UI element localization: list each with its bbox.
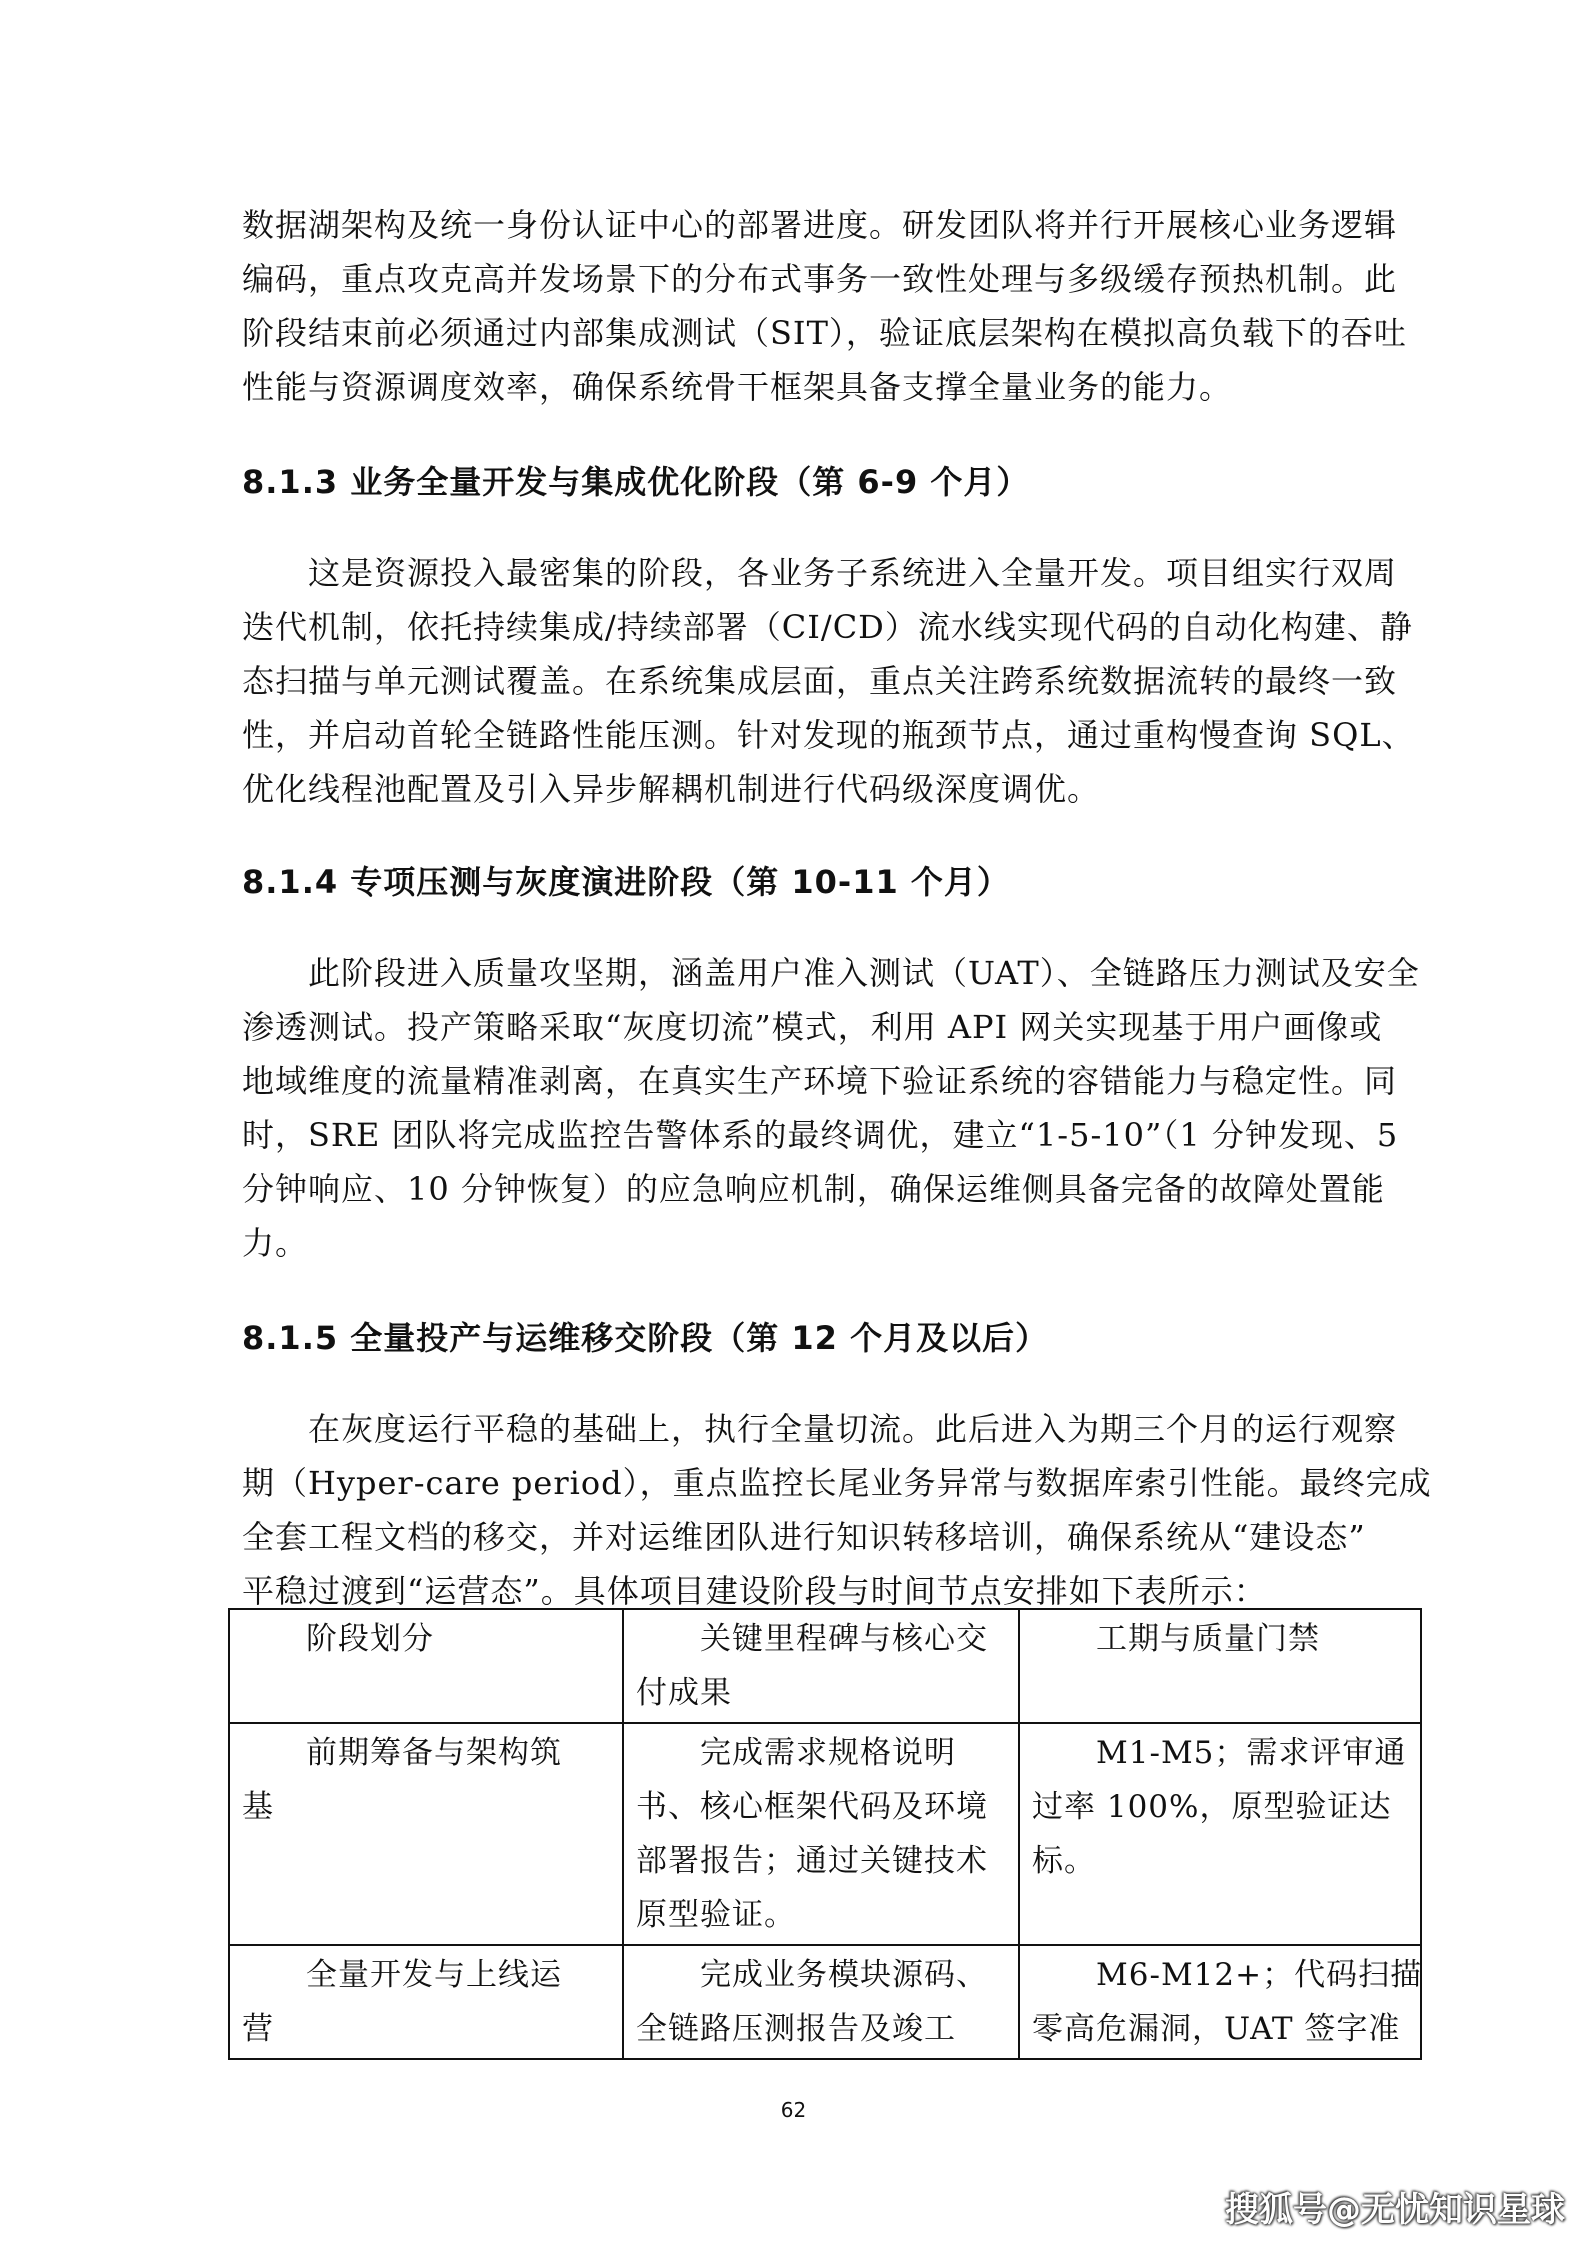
cell-duration <box>1019 1723 1421 1945</box>
cell-line: 工期与质量门禁 <box>1032 1621 1320 1657</box>
section-heading-8-1-3: 8.1.3 业务全量开发与集成优化阶段（第 6-9 个月） <box>242 463 1030 501</box>
cell-line: 完成需求规格说明 <box>636 1735 956 1771</box>
section-8-1-4-paragraph <box>242 946 1420 1270</box>
cell-line: 原型验证。 <box>636 1897 796 1933</box>
cell-line: 付成果 <box>636 1675 732 1711</box>
cell-milestone <box>623 1945 1019 2059</box>
cell-line: 部署报告；通过关键技术 <box>636 1843 988 1879</box>
section-8-1-5-paragraph <box>242 1402 1432 1618</box>
text-line: 地域维度的流量精准剥离，在真实生产环境下验证系统的容错能力与稳定性。同 <box>242 1062 1398 1100</box>
intro-paragraph <box>242 198 1407 414</box>
cell-line: 基 <box>242 1789 274 1825</box>
cell-duration <box>1019 1945 1421 2059</box>
cell-line: M6-M12+；代码扫描 <box>1032 1957 1423 1993</box>
text-line: 迭代机制，依托持续集成/持续部署（CI/CD）流水线实现代码的自动化构建、静 <box>242 608 1413 646</box>
header-cell-milestone <box>623 1609 1019 1723</box>
text-line: 分钟响应、10 分钟恢复）的应急响应机制，确保运维侧具备完备的故障处置能 <box>242 1170 1385 1208</box>
cell-line: 营 <box>242 2011 274 2047</box>
section-heading-8-1-5: 8.1.5 全量投产与运维移交阶段（第 12 个月及以后） <box>242 1319 1049 1357</box>
table-header-row <box>229 1609 1421 1723</box>
text-line: 渗透测试。投产策略采取“灰度切流”模式，利用 API 网关实现基于用户画像或 <box>242 1008 1383 1046</box>
table-row <box>229 1723 1421 1945</box>
text-line: 时，SRE 团队将完成监控告警体系的最终调优，建立“1-5-10”（1 分钟发现、5 <box>242 1116 1399 1154</box>
text-line: 性，并启动首轮全链路性能压测。针对发现的瓶颈节点，通过重构慢查询 SQL、 <box>242 716 1415 754</box>
watermark-text: 搜狐号@无忧知识星球 <box>1225 2190 1565 2230</box>
cell-line: 过率 100%，原型验证达 <box>1032 1789 1392 1825</box>
cell-line: 完成业务模块源码、 <box>636 1957 988 1993</box>
text-line: 在灰度运行平稳的基础上，执行全量切流。此后进入为期三个月的运行观察 <box>242 1410 1398 1448</box>
text-line: 平稳过渡到“运营态”。具体项目建设阶段与时间节点安排如下表所示： <box>242 1572 1267 1610</box>
cell-line: 零高危漏洞，UAT 签字准 <box>1032 2011 1401 2047</box>
text-line: 全套工程文档的移交，并对运维团队进行知识转移培训，确保系统从“建设态” <box>242 1518 1366 1556</box>
text-line: 此阶段进入质量攻坚期，涵盖用户准入测试（UAT）、全链路压力测试及安全 <box>242 954 1420 992</box>
header-cell-stage <box>229 1609 623 1723</box>
page-number: 62 <box>780 2098 807 2122</box>
cell-stage <box>229 1945 623 2059</box>
section-8-1-3-paragraph <box>242 546 1415 816</box>
cell-line: 全量开发与上线运 <box>242 1957 562 1993</box>
table-row <box>229 1945 1421 2059</box>
text-line: 力。 <box>242 1224 309 1262</box>
schedule-table <box>228 1608 1422 2060</box>
header-cell-duration <box>1019 1609 1421 1723</box>
cell-line: M1-M5；需求评审通 <box>1032 1735 1407 1771</box>
cell-line: 标。 <box>1032 1843 1096 1879</box>
cell-stage <box>229 1723 623 1945</box>
text-line: 优化线程池配置及引入异步解耦机制进行代码级深度调优。 <box>242 770 1101 808</box>
text-line: 阶段结束前必须通过内部集成测试（SIT），验证底层架构在模拟高负载下的吞吐 <box>242 314 1407 352</box>
text-line: 态扫描与单元测试覆盖。在系统集成层面，重点关注跨系统数据流转的最终一致 <box>242 662 1398 700</box>
cell-milestone <box>623 1723 1019 1945</box>
cell-line: 关键里程碑与核心交 <box>636 1621 988 1657</box>
text-line: 这是资源投入最密集的阶段，各业务子系统进入全量开发。项目组实行双周 <box>242 554 1398 592</box>
text-line: 编码，重点攻克高并发场景下的分布式事务一致性处理与多级缓存预热机制。此 <box>242 260 1398 298</box>
cell-line: 书、核心框架代码及环境 <box>636 1789 988 1825</box>
section-heading-8-1-4: 8.1.4 专项压测与灰度演进阶段（第 10-11 个月） <box>242 863 1010 901</box>
text-line: 期（Hyper-care period），重点监控长尾业务异常与数据库索引性能。最终完成 <box>242 1464 1432 1502</box>
text-line: 数据湖架构及统一身份认证中心的部署进度。研发团队将并行开展核心业务逻辑 <box>242 206 1398 244</box>
cell-line: 全链路压测报告及竣工 <box>636 2011 956 2047</box>
cell-line: 阶段划分 <box>242 1621 434 1657</box>
text-line: 性能与资源调度效率，确保系统骨干框架具备支撑全量业务的能力。 <box>242 368 1233 406</box>
cell-line: 前期筹备与架构筑 <box>242 1735 562 1771</box>
